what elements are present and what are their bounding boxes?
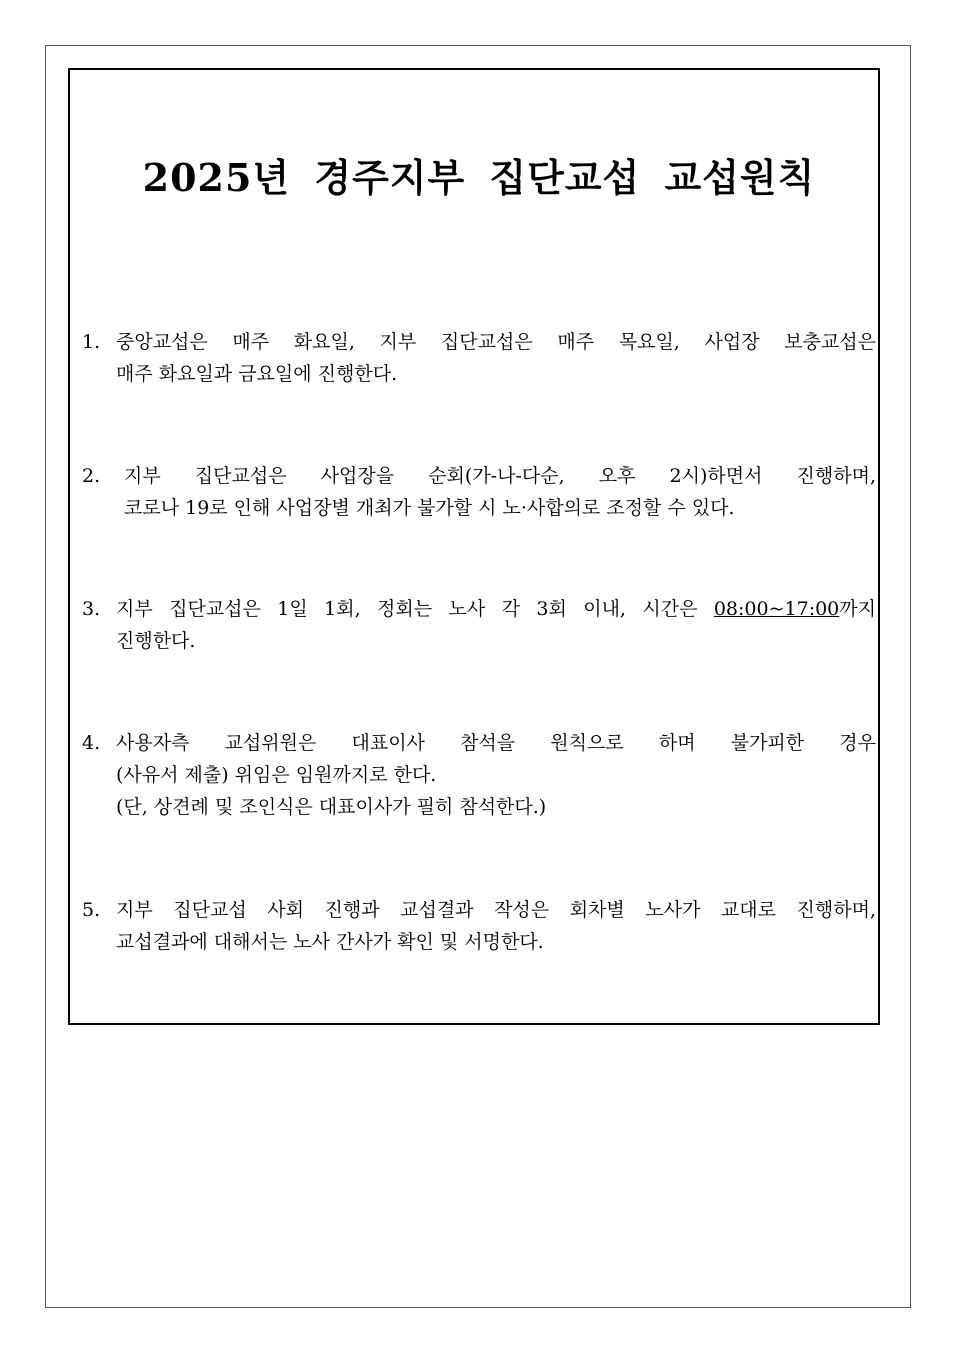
clause-line: 코로나 19로 인해 사업장별 개최가 불가할 시 노·사합의로 조정할 수 있다.	[124, 497, 735, 519]
clause-text	[116, 593, 876, 657]
clause-text	[116, 326, 876, 390]
content-border-box	[68, 68, 880, 1025]
clause-3	[82, 593, 876, 657]
clause-note: (단, 상견례 및 조인식은 대표이사가 필히 참석한다.)	[116, 796, 547, 818]
clause-4	[82, 727, 876, 823]
clause-number: 2.	[82, 465, 101, 487]
clause-line: 교섭결과에 대해서는 노사 간사가 확인 및 서명한다.	[116, 931, 544, 953]
time-range: 08:00~17:00	[713, 598, 840, 620]
clause-1	[82, 326, 876, 390]
clause-line: 사용자측 교섭위원은 대표이사 참석을 원칙으로 하며 불가피한 경우	[116, 732, 876, 754]
clause-line	[116, 593, 876, 625]
clause-text	[116, 727, 876, 823]
clause-line: 지부 집단교섭 사회 진행과 교섭결과 작성은 회차별 노사가 교대로 진행하며,	[116, 899, 876, 921]
document-title: 2025년 경주지부 집단교섭 교섭원칙	[142, 155, 816, 200]
clause-line: 중앙교섭은 매주 화요일, 지부 집단교섭은 매주 목요일, 사업장 보충교섭은	[116, 331, 876, 353]
clause-line-text: 까지	[839, 598, 876, 620]
clause-number: 3.	[82, 598, 101, 620]
clause-text	[124, 460, 876, 524]
clause-number: 4.	[82, 732, 101, 754]
clause-line-text: 지부 집단교섭은 1일 1회, 정회는 노사 각 3회 이내, 시간은	[116, 598, 698, 620]
clause-number: 1.	[82, 331, 101, 353]
clause-5	[82, 894, 876, 958]
clause-text	[116, 894, 876, 958]
clause-line: (사유서 제출) 위임은 임원까지로 한다.	[116, 764, 437, 786]
clause-line: 진행한다.	[116, 630, 196, 652]
clause-number: 5.	[82, 899, 101, 921]
clause-2	[82, 460, 876, 524]
clause-line: 매주 화요일과 금요일에 진행한다.	[116, 363, 398, 385]
clause-line: 지부 집단교섭은 사업장을 순회(가-나-다순, 오후 2시)하면서 진행하며,	[124, 465, 876, 487]
